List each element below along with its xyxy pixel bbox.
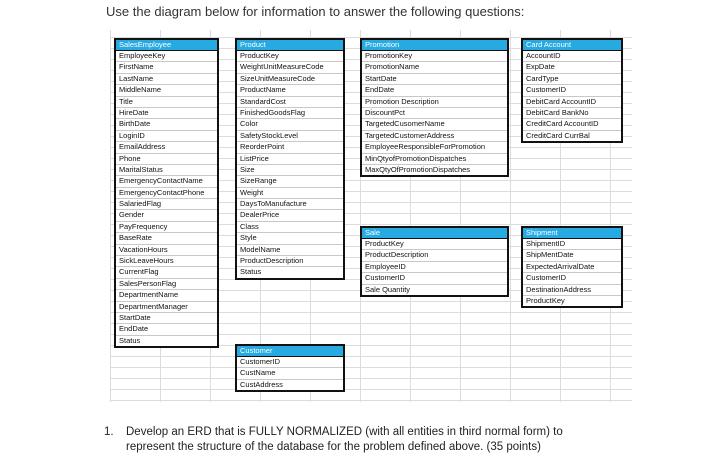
- table-field: SizeRange: [237, 176, 343, 187]
- table-field: CurrentFlag: [116, 267, 217, 278]
- table-field: Sale Quantity: [365, 284, 411, 294]
- table-field: Status: [119, 335, 141, 345]
- table-field: EmergencyContactName: [116, 176, 217, 187]
- table-field: Style: [237, 233, 343, 244]
- table-field: CustName: [237, 368, 343, 379]
- table-field: CustomerID: [237, 357, 343, 368]
- table-field: DepartmentName: [116, 290, 217, 301]
- table-field: Color: [237, 119, 343, 130]
- table-shipment: [521, 226, 623, 308]
- table-title: Customer: [237, 346, 343, 357]
- table-title: Sale: [362, 228, 507, 239]
- table-field: ShipMentDate: [523, 250, 621, 261]
- table-field: StandardCost: [237, 97, 343, 108]
- table-field: TargetedCustomerAddress: [362, 131, 507, 142]
- table-field: ModelName: [237, 245, 343, 256]
- table-field: SalesPersonFlag: [116, 279, 217, 290]
- table-field: EndDate: [362, 85, 507, 96]
- table-field: ProductKey: [526, 295, 565, 305]
- table-field: ExpectedArrivalDate: [523, 262, 621, 273]
- table-field: Phone: [116, 154, 217, 165]
- table-field: ProductKey: [362, 239, 507, 250]
- table-field: DealerPrice: [237, 210, 343, 221]
- table-field: StartDate: [116, 313, 217, 324]
- table-field: PromotionKey: [362, 51, 507, 62]
- table-field: DebitCard AccountID: [523, 97, 621, 108]
- table-field: HireDate: [116, 108, 217, 119]
- table-field: DiscountPct: [362, 108, 507, 119]
- table-field: StartDate: [362, 74, 507, 85]
- table-fields: [237, 357, 343, 390]
- table-field: Weight: [237, 188, 343, 199]
- table-field: FinishedGoodsFlag: [237, 108, 343, 119]
- table-field: CustomerID: [523, 273, 621, 284]
- table-field: Status: [240, 267, 262, 277]
- table-field: CustomerID: [362, 273, 507, 284]
- table-field: MaxQtyOfPromotionDispatches: [365, 164, 471, 174]
- table-field: ProductDescription: [237, 256, 343, 267]
- table-field: EndDate: [116, 324, 217, 335]
- table-field: TargetedCusomerName: [362, 119, 507, 130]
- table-field: CreditCard AccountID: [523, 119, 621, 130]
- table-field: DebitCard BankNo: [523, 108, 621, 119]
- table-customer: [235, 344, 345, 392]
- table-field: LoginID: [116, 131, 217, 142]
- table-field: VacationHours: [116, 245, 217, 256]
- table-field: MinQtyofPromotionDispatches: [362, 154, 507, 165]
- table-sales-employee: [114, 38, 219, 348]
- table-title: Card Account: [523, 40, 621, 51]
- intro-text: Use the diagram below for information to answer the following questions:: [106, 4, 525, 19]
- table-card-account: [521, 38, 623, 143]
- table-field: ShipmentID: [523, 239, 621, 250]
- table-field: DaysToManufacture: [237, 199, 343, 210]
- table-field: Gender: [116, 210, 217, 221]
- table-field: ListPrice: [237, 154, 343, 165]
- table-promotion: [360, 38, 509, 177]
- table-field: MaritalStatus: [116, 165, 217, 176]
- table-title: Promotion: [362, 40, 507, 51]
- table-field: LastName: [116, 74, 217, 85]
- table-fields: [523, 51, 621, 141]
- table-field: BaseRate: [116, 233, 217, 244]
- table-field: ProductDescription: [362, 250, 507, 261]
- table-field: ProductName: [237, 85, 343, 96]
- table-field: EmergencyContactPhone: [116, 188, 217, 199]
- table-field: MiddleName: [116, 85, 217, 96]
- table-field: ProductKey: [237, 51, 343, 62]
- table-sale: [360, 226, 509, 297]
- table-field: FirstName: [116, 62, 217, 73]
- table-fields: [116, 51, 217, 346]
- table-field: Size: [237, 165, 343, 176]
- table-field: EmployeeID: [362, 262, 507, 273]
- table-field: Class: [237, 222, 343, 233]
- question-1: [104, 425, 563, 455]
- table-field: Title: [116, 97, 217, 108]
- table-title: Product: [237, 40, 343, 51]
- table-field: EmployeeResponsibleForPromotion: [362, 142, 507, 153]
- table-field: DestinationAddress: [523, 285, 621, 296]
- table-field: SalariedFlag: [116, 199, 217, 210]
- question-text-line-2: represent the structure of the database for the problem defined above. (35 points): [126, 441, 541, 453]
- table-field: Promotion Description: [362, 97, 507, 108]
- table-field: CustomerID: [523, 85, 621, 96]
- table-field: SafetyStockLevel: [237, 131, 343, 142]
- table-product: [235, 38, 345, 280]
- table-fields: [237, 51, 343, 278]
- table-fields: [362, 51, 507, 175]
- table-field: DepartmentManager: [116, 302, 217, 313]
- table-field: AccountID: [523, 51, 621, 62]
- table-title: Shipment: [523, 228, 621, 239]
- table-title: SalesEmployee: [116, 40, 217, 51]
- table-field: SizeUnitMeasureCode: [237, 74, 343, 85]
- table-field: EmailAddress: [116, 142, 217, 153]
- table-field: WeightUnitMeasureCode: [237, 62, 343, 73]
- table-field: BirthDate: [116, 119, 217, 130]
- table-fields: [523, 239, 621, 306]
- table-field: PayFrequency: [116, 222, 217, 233]
- table-field: SickLeaveHours: [116, 256, 217, 267]
- table-field: ReorderPoint: [237, 142, 343, 153]
- table-fields: [362, 239, 507, 295]
- table-field: CustAddress: [240, 379, 283, 389]
- table-field: EmployeeKey: [116, 51, 217, 62]
- question-number: 1.: [104, 426, 114, 438]
- table-field: ExpDate: [523, 62, 621, 73]
- table-field: CreditCard CurrBal: [526, 130, 590, 140]
- table-field: PromotionName: [362, 62, 507, 73]
- diagram-sheet: [110, 30, 632, 402]
- table-field: CardType: [523, 74, 621, 85]
- question-text-line-1: Develop an ERD that is FULLY NORMALIZED (with all entities in third normal form) to: [126, 426, 563, 438]
